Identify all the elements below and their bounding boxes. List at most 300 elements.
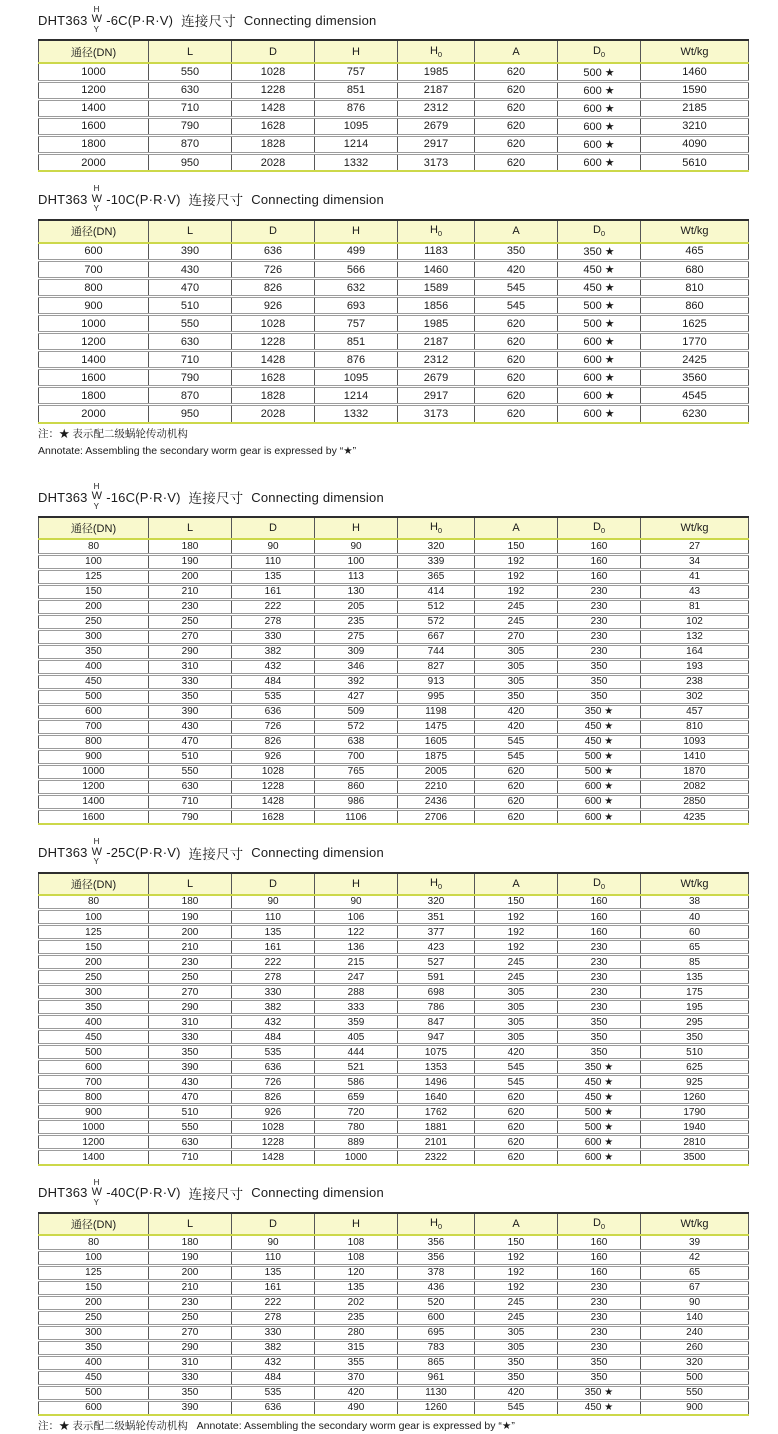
title-cn: 连接尺寸 bbox=[180, 1186, 252, 1202]
cell: 382 bbox=[232, 644, 315, 659]
cell: 161 bbox=[232, 584, 315, 599]
cell: 2917 bbox=[398, 387, 475, 405]
cell: 1800 bbox=[39, 135, 149, 153]
cell: 545 bbox=[475, 1400, 558, 1415]
table-row bbox=[39, 1280, 749, 1295]
cell: 521 bbox=[315, 1060, 398, 1075]
cell: 1628 bbox=[232, 117, 315, 135]
cell: 450 ★ bbox=[558, 1400, 641, 1415]
cell: 600 ★ bbox=[558, 369, 641, 387]
title-cn: 连接尺寸 bbox=[180, 193, 252, 209]
cell: 295 bbox=[641, 1015, 749, 1030]
cell: 34 bbox=[641, 554, 749, 569]
cell: 305 bbox=[475, 1030, 558, 1045]
cell: 350 bbox=[149, 689, 232, 704]
cell: 630 bbox=[149, 779, 232, 794]
cell: 140 bbox=[641, 1310, 749, 1325]
table-row bbox=[39, 1150, 749, 1165]
table-body bbox=[39, 63, 749, 171]
model-prefix: DHT363 bbox=[38, 489, 88, 505]
cell: 900 bbox=[39, 1105, 149, 1120]
cell: 620 bbox=[475, 1090, 558, 1105]
cell: 550 bbox=[149, 1120, 232, 1135]
cell: 80 bbox=[39, 895, 149, 910]
cell: 150 bbox=[39, 584, 149, 599]
table-row bbox=[39, 1355, 749, 1370]
column-header: L bbox=[149, 220, 232, 243]
cell: 350 ★ bbox=[558, 1060, 641, 1075]
cell: 3560 bbox=[641, 369, 749, 387]
cell: 545 bbox=[475, 1060, 558, 1075]
cell: 180 bbox=[149, 539, 232, 554]
cell: 783 bbox=[398, 1340, 475, 1355]
cell: 192 bbox=[475, 554, 558, 569]
table-row bbox=[39, 117, 749, 135]
column-header: Wt/kg bbox=[641, 40, 749, 63]
cell: 600 ★ bbox=[558, 1150, 641, 1165]
table-row bbox=[39, 599, 749, 614]
cell: 40 bbox=[641, 910, 749, 925]
variant-mid: W bbox=[91, 192, 103, 205]
cell: 1332 bbox=[315, 405, 398, 423]
cell: 245 bbox=[475, 970, 558, 985]
note-line-en: Annotate: Assembling the secondary worm gear is expressed by “★” bbox=[38, 445, 357, 458]
cell: 810 bbox=[641, 279, 749, 297]
column-header: H bbox=[315, 220, 398, 243]
column-header: $H_0$ bbox=[398, 220, 475, 243]
table-row bbox=[39, 895, 749, 910]
cell: 659 bbox=[315, 1090, 398, 1105]
variant-bottom: Y bbox=[93, 204, 100, 214]
cell: 710 bbox=[149, 99, 232, 117]
cell: 230 bbox=[558, 940, 641, 955]
table-row bbox=[39, 674, 749, 689]
cell: 90 bbox=[232, 895, 315, 910]
cell: 90 bbox=[641, 1295, 749, 1310]
cell: 305 bbox=[475, 644, 558, 659]
cell: 1028 bbox=[232, 764, 315, 779]
cell: 3173 bbox=[398, 153, 475, 171]
cell: 700 bbox=[39, 1075, 149, 1090]
cell: 926 bbox=[232, 297, 315, 315]
model-prefix: DHT363 bbox=[38, 191, 88, 207]
cell: 1589 bbox=[398, 279, 475, 297]
table-row bbox=[39, 569, 749, 584]
column-header: $D_0$ bbox=[558, 40, 641, 63]
cell: 370 bbox=[315, 1370, 398, 1385]
cell: 4545 bbox=[641, 387, 749, 405]
section-6c bbox=[38, 6, 748, 172]
cell: 2917 bbox=[398, 135, 475, 153]
cell: 42 bbox=[641, 1250, 749, 1265]
title-cn: 连接尺寸 bbox=[180, 491, 252, 507]
cell: 600 bbox=[39, 1060, 149, 1075]
cell: 2187 bbox=[398, 81, 475, 99]
cell: 620 bbox=[475, 351, 558, 369]
title-en: Connecting dimension bbox=[243, 12, 377, 28]
cell: 350 bbox=[149, 1385, 232, 1400]
cell: 1400 bbox=[39, 794, 149, 809]
section-title bbox=[38, 185, 748, 213]
table-head bbox=[39, 40, 749, 63]
table-row bbox=[39, 1370, 749, 1385]
cell: 280 bbox=[315, 1325, 398, 1340]
cell: 432 bbox=[232, 659, 315, 674]
cell: 190 bbox=[149, 554, 232, 569]
header-row bbox=[39, 40, 749, 63]
column-header: Wt/kg bbox=[641, 517, 749, 539]
cell: 195 bbox=[641, 1000, 749, 1015]
cell: 1028 bbox=[232, 1120, 315, 1135]
table-row bbox=[39, 1265, 749, 1280]
cell: 630 bbox=[149, 333, 232, 351]
table-row bbox=[39, 1295, 749, 1310]
cell: 1856 bbox=[398, 297, 475, 315]
cell: 860 bbox=[315, 779, 398, 794]
column-header: Wt/kg bbox=[641, 220, 749, 243]
cell: 2679 bbox=[398, 369, 475, 387]
cell: 200 bbox=[39, 1295, 149, 1310]
cell: 339 bbox=[398, 554, 475, 569]
column-header: $D_0$ bbox=[558, 220, 641, 243]
cell: 192 bbox=[475, 1265, 558, 1280]
cell: 870 bbox=[149, 387, 232, 405]
cell: 3210 bbox=[641, 117, 749, 135]
cell: 620 bbox=[475, 809, 558, 824]
cell: 510 bbox=[149, 1105, 232, 1120]
cell: 390 bbox=[149, 243, 232, 261]
cell: 135 bbox=[232, 569, 315, 584]
cell: 330 bbox=[232, 1325, 315, 1340]
cell: 1600 bbox=[39, 809, 149, 824]
column-header: L bbox=[149, 517, 232, 539]
cell: 1428 bbox=[232, 99, 315, 117]
cell: 175 bbox=[641, 985, 749, 1000]
cell: 630 bbox=[149, 1135, 232, 1150]
table-row bbox=[39, 1045, 749, 1060]
cell: 600 ★ bbox=[558, 1135, 641, 1150]
cell: 600 bbox=[39, 243, 149, 261]
table-row bbox=[39, 1075, 749, 1090]
cell: 100 bbox=[39, 554, 149, 569]
cell: 330 bbox=[232, 985, 315, 1000]
cell: 545 bbox=[475, 297, 558, 315]
cell: 160 bbox=[558, 554, 641, 569]
note-line-combined: 注：★ 表示配二级蜗轮传动机构 Annotate: Assembling the secondary worm gear is expressed by “★” bbox=[38, 1420, 515, 1433]
cell: 600 bbox=[39, 1400, 149, 1415]
cell: 625 bbox=[641, 1060, 749, 1075]
cell: 164 bbox=[641, 644, 749, 659]
cell: 510 bbox=[641, 1045, 749, 1060]
table-row bbox=[39, 1015, 749, 1030]
cell: 414 bbox=[398, 584, 475, 599]
cell: 390 bbox=[149, 1060, 232, 1075]
cell: 2005 bbox=[398, 764, 475, 779]
cell: 450 ★ bbox=[558, 279, 641, 297]
cell: 500 ★ bbox=[558, 1105, 641, 1120]
cell: 420 bbox=[475, 1385, 558, 1400]
variant-top: H bbox=[93, 1177, 100, 1187]
cell: 193 bbox=[641, 659, 749, 674]
cell: 420 bbox=[475, 704, 558, 719]
cell: 520 bbox=[398, 1295, 475, 1310]
cell: 278 bbox=[232, 614, 315, 629]
cell: 586 bbox=[315, 1075, 398, 1090]
cell: 765 bbox=[315, 764, 398, 779]
cell: 2312 bbox=[398, 351, 475, 369]
cell: 330 bbox=[149, 1030, 232, 1045]
variant-top: H bbox=[93, 837, 100, 847]
cell: 210 bbox=[149, 1280, 232, 1295]
cell: 377 bbox=[398, 925, 475, 940]
cell: 925 bbox=[641, 1075, 749, 1090]
cell: 1800 bbox=[39, 387, 149, 405]
cell: 1628 bbox=[232, 809, 315, 824]
table-row bbox=[39, 99, 749, 117]
cell: 510 bbox=[149, 749, 232, 764]
cell: 726 bbox=[232, 261, 315, 279]
cell: 200 bbox=[149, 1265, 232, 1280]
cell: 535 bbox=[232, 689, 315, 704]
cell: 2679 bbox=[398, 117, 475, 135]
cell: 80 bbox=[39, 539, 149, 554]
cell: 125 bbox=[39, 1265, 149, 1280]
cell: 1600 bbox=[39, 117, 149, 135]
cell: 620 bbox=[475, 333, 558, 351]
column-header: H bbox=[315, 1213, 398, 1235]
table-body bbox=[39, 895, 749, 1165]
cell: 215 bbox=[315, 955, 398, 970]
cell: 800 bbox=[39, 279, 149, 297]
cell: 432 bbox=[232, 1355, 315, 1370]
variant-mid: W bbox=[91, 1186, 103, 1199]
column-header: A bbox=[475, 220, 558, 243]
cell: 876 bbox=[315, 99, 398, 117]
cell: 110 bbox=[232, 910, 315, 925]
cell: 1028 bbox=[232, 63, 315, 81]
cell: 230 bbox=[558, 1295, 641, 1310]
cell: 192 bbox=[475, 910, 558, 925]
column-header: D bbox=[232, 873, 315, 895]
cell: 125 bbox=[39, 569, 149, 584]
cell: 405 bbox=[315, 1030, 398, 1045]
variant-mid: W bbox=[91, 490, 103, 503]
cell: 90 bbox=[232, 539, 315, 554]
column-header: D bbox=[232, 1213, 315, 1235]
cell: 545 bbox=[475, 734, 558, 749]
cell: 1200 bbox=[39, 333, 149, 351]
cell: 1628 bbox=[232, 369, 315, 387]
table-head bbox=[39, 220, 749, 243]
column-header: H bbox=[315, 517, 398, 539]
cell: 1000 bbox=[39, 764, 149, 779]
model-variant-stack bbox=[92, 483, 103, 511]
cell: 132 bbox=[641, 629, 749, 644]
cell: 600 ★ bbox=[558, 135, 641, 153]
cell: 1332 bbox=[315, 153, 398, 171]
cell: 620 bbox=[475, 764, 558, 779]
table-row bbox=[39, 261, 749, 279]
cell: 192 bbox=[475, 940, 558, 955]
cell: 43 bbox=[641, 584, 749, 599]
cell: 600 bbox=[398, 1310, 475, 1325]
cell: 780 bbox=[315, 1120, 398, 1135]
cell: 620 bbox=[475, 63, 558, 81]
cell: 230 bbox=[149, 1295, 232, 1310]
cell: 1870 bbox=[641, 764, 749, 779]
table-row bbox=[39, 1030, 749, 1045]
column-header: 通径(DN) bbox=[39, 517, 149, 539]
cell: 1000 bbox=[39, 63, 149, 81]
cell: 950 bbox=[149, 153, 232, 171]
cell: 365 bbox=[398, 569, 475, 584]
cell: 484 bbox=[232, 674, 315, 689]
cell: 1200 bbox=[39, 779, 149, 794]
table-row bbox=[39, 1235, 749, 1250]
cell: 420 bbox=[475, 719, 558, 734]
cell: 430 bbox=[149, 1075, 232, 1090]
section-16c bbox=[38, 483, 748, 825]
cell: 432 bbox=[232, 1015, 315, 1030]
cell: 192 bbox=[475, 584, 558, 599]
cell: 2000 bbox=[39, 153, 149, 171]
cell: 230 bbox=[558, 1000, 641, 1015]
cell: 350 bbox=[149, 1045, 232, 1060]
model-prefix: DHT363 bbox=[38, 1185, 88, 1201]
cell: 305 bbox=[475, 1015, 558, 1030]
cell: 900 bbox=[641, 1400, 749, 1415]
cell: 2082 bbox=[641, 779, 749, 794]
cell: 350 ★ bbox=[558, 1385, 641, 1400]
cell: 636 bbox=[232, 243, 315, 261]
variant-top: H bbox=[93, 184, 100, 194]
cell: 230 bbox=[558, 629, 641, 644]
table-row bbox=[39, 584, 749, 599]
cell: 545 bbox=[475, 749, 558, 764]
header-row bbox=[39, 220, 749, 243]
cell: 160 bbox=[558, 895, 641, 910]
cell: 110 bbox=[232, 1250, 315, 1265]
title-en: Connecting dimension bbox=[251, 845, 384, 861]
table-row bbox=[39, 764, 749, 779]
table-body bbox=[39, 539, 749, 824]
cell: 600 ★ bbox=[558, 333, 641, 351]
cell: 1828 bbox=[232, 135, 315, 153]
cell: 67 bbox=[641, 1280, 749, 1295]
column-header: D bbox=[232, 40, 315, 63]
cell: 300 bbox=[39, 1325, 149, 1340]
column-header: L bbox=[149, 1213, 232, 1235]
cell: 1985 bbox=[398, 63, 475, 81]
cell: 1214 bbox=[315, 135, 398, 153]
cell: 638 bbox=[315, 734, 398, 749]
cell: 826 bbox=[232, 1090, 315, 1105]
cell: 300 bbox=[39, 985, 149, 1000]
cell: 420 bbox=[475, 1045, 558, 1060]
cell: 720 bbox=[315, 1105, 398, 1120]
model-variant-stack bbox=[92, 838, 103, 866]
cell: 113 bbox=[315, 569, 398, 584]
table-row bbox=[39, 1000, 749, 1015]
cell: 38 bbox=[641, 895, 749, 910]
cell: 1000 bbox=[39, 1120, 149, 1135]
table-row bbox=[39, 153, 749, 171]
cell: 620 bbox=[475, 387, 558, 405]
cell: 305 bbox=[475, 1325, 558, 1340]
table-row bbox=[39, 779, 749, 794]
cell: 484 bbox=[232, 1370, 315, 1385]
table-row bbox=[39, 925, 749, 940]
cell: 250 bbox=[39, 614, 149, 629]
column-header: $H_0$ bbox=[398, 517, 475, 539]
cell: 202 bbox=[315, 1295, 398, 1310]
table-row bbox=[39, 614, 749, 629]
cell: 135 bbox=[232, 1265, 315, 1280]
cell: 1985 bbox=[398, 315, 475, 333]
column-header: Wt/kg bbox=[641, 873, 749, 895]
cell: 876 bbox=[315, 351, 398, 369]
cell: 1428 bbox=[232, 351, 315, 369]
column-header: 通径(DN) bbox=[39, 220, 149, 243]
cell: 620 bbox=[475, 315, 558, 333]
cell: 430 bbox=[149, 261, 232, 279]
cell: 222 bbox=[232, 599, 315, 614]
model-variant-stack bbox=[92, 1179, 103, 1207]
column-header: D bbox=[232, 220, 315, 243]
table-row bbox=[39, 554, 749, 569]
cell: 535 bbox=[232, 1385, 315, 1400]
table-row bbox=[39, 135, 749, 153]
cell: 509 bbox=[315, 704, 398, 719]
cell: 192 bbox=[475, 925, 558, 940]
cell: 230 bbox=[558, 644, 641, 659]
cell: 450 bbox=[39, 674, 149, 689]
cell: 310 bbox=[149, 1355, 232, 1370]
cell: 400 bbox=[39, 1355, 149, 1370]
cell: 350 bbox=[558, 659, 641, 674]
cell: 346 bbox=[315, 659, 398, 674]
cell: 710 bbox=[149, 1150, 232, 1165]
cell: 400 bbox=[39, 659, 149, 674]
section-40c bbox=[38, 1179, 748, 1434]
cell: 2810 bbox=[641, 1135, 749, 1150]
cell: 350 bbox=[641, 1030, 749, 1045]
column-header: $D_0$ bbox=[558, 1213, 641, 1235]
table-row bbox=[39, 1400, 749, 1415]
cell: 2322 bbox=[398, 1150, 475, 1165]
section-25c bbox=[38, 838, 748, 1165]
cell: 200 bbox=[39, 599, 149, 614]
cell: 81 bbox=[641, 599, 749, 614]
cell: 1600 bbox=[39, 369, 149, 387]
cell: 245 bbox=[475, 955, 558, 970]
cell: 680 bbox=[641, 261, 749, 279]
cell: 2425 bbox=[641, 351, 749, 369]
cell: 600 ★ bbox=[558, 117, 641, 135]
cell: 355 bbox=[315, 1355, 398, 1370]
cell: 860 bbox=[641, 297, 749, 315]
cell: 190 bbox=[149, 910, 232, 925]
cell: 693 bbox=[315, 297, 398, 315]
cell: 39 bbox=[641, 1235, 749, 1250]
cell: 108 bbox=[315, 1250, 398, 1265]
cell: 444 bbox=[315, 1045, 398, 1060]
cell: 1400 bbox=[39, 1150, 149, 1165]
section-title bbox=[38, 1179, 748, 1207]
title-en: Connecting dimension bbox=[251, 191, 384, 207]
cell: 913 bbox=[398, 674, 475, 689]
table-row bbox=[39, 1250, 749, 1265]
